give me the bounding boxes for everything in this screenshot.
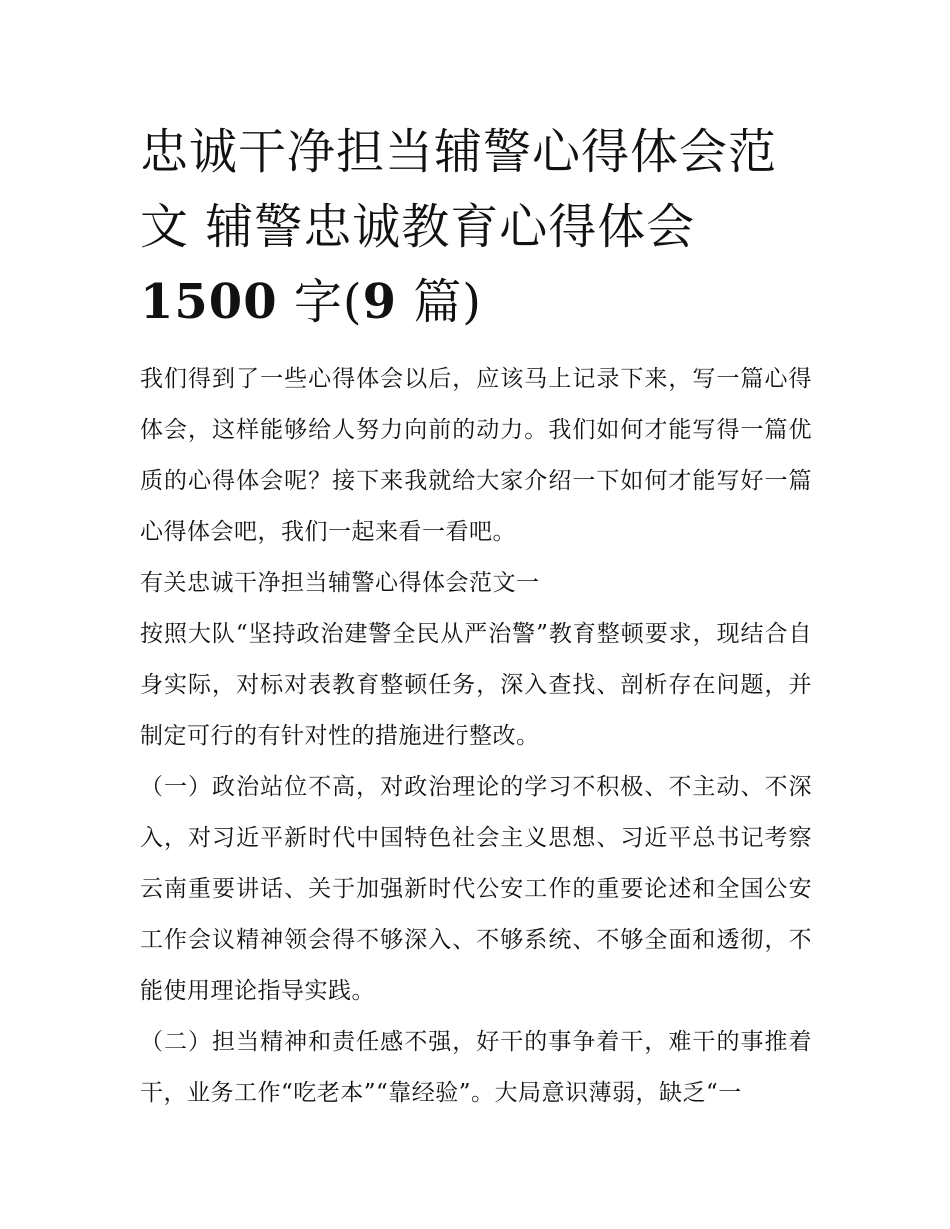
title-article-count: 9 (362, 274, 397, 330)
intro-paragraph: 我们得到了一些心得体会以后，应该马上记录下来，写一篇心得体会，这样能够给人努力向前的动力。我们如何才能写得一篇优质的心得体会呢？接下来我就给大家介绍一下如何才能写好一篇心得体会吧，我们一起来看一看吧。 (140, 366, 812, 545)
body-paragraph: 按照大队“坚持政治建警全民从严治警”教育整顿要求，现结合自身实际，对标对表教育整顿任务，深入查找、剖析存在问题，并制定可行的有针对性的措施进行整改。 (140, 621, 812, 749)
title-word-count: 1500 (140, 274, 278, 330)
title-line-2: 文 辅警忠诚教育心得体会 (140, 199, 696, 255)
title-article-unit: 篇) (397, 274, 482, 330)
issue-paragraph-1: （一）政治站位不高，对政治理论的学习不积极、不主动、不深入，对习近平新时代中国特色社会主义思想、习近平总书记考察云南重要讲话、关于加强新时代公安工作的重要论述和全国公安工作会议精神领会得不够深入、不够系统、不够全面和透彻，不能使用理论指导实践。 (140, 774, 812, 1004)
title-line-1: 忠诚干净担当辅警心得体会范 (140, 124, 778, 180)
document-title (140, 115, 812, 340)
title-word-unit: 字( (277, 274, 363, 330)
document-body (140, 115, 812, 1119)
issue-paragraph-2: （二）担当精神和责任感不强，好干的事争着干，难干的事推着干，业务工作“吃老本”“靠经验”。大局意识薄弱，缺乏“一 (140, 1029, 812, 1106)
section-heading: 有关忠诚干净担当辅警心得体会范文一 (140, 570, 540, 596)
